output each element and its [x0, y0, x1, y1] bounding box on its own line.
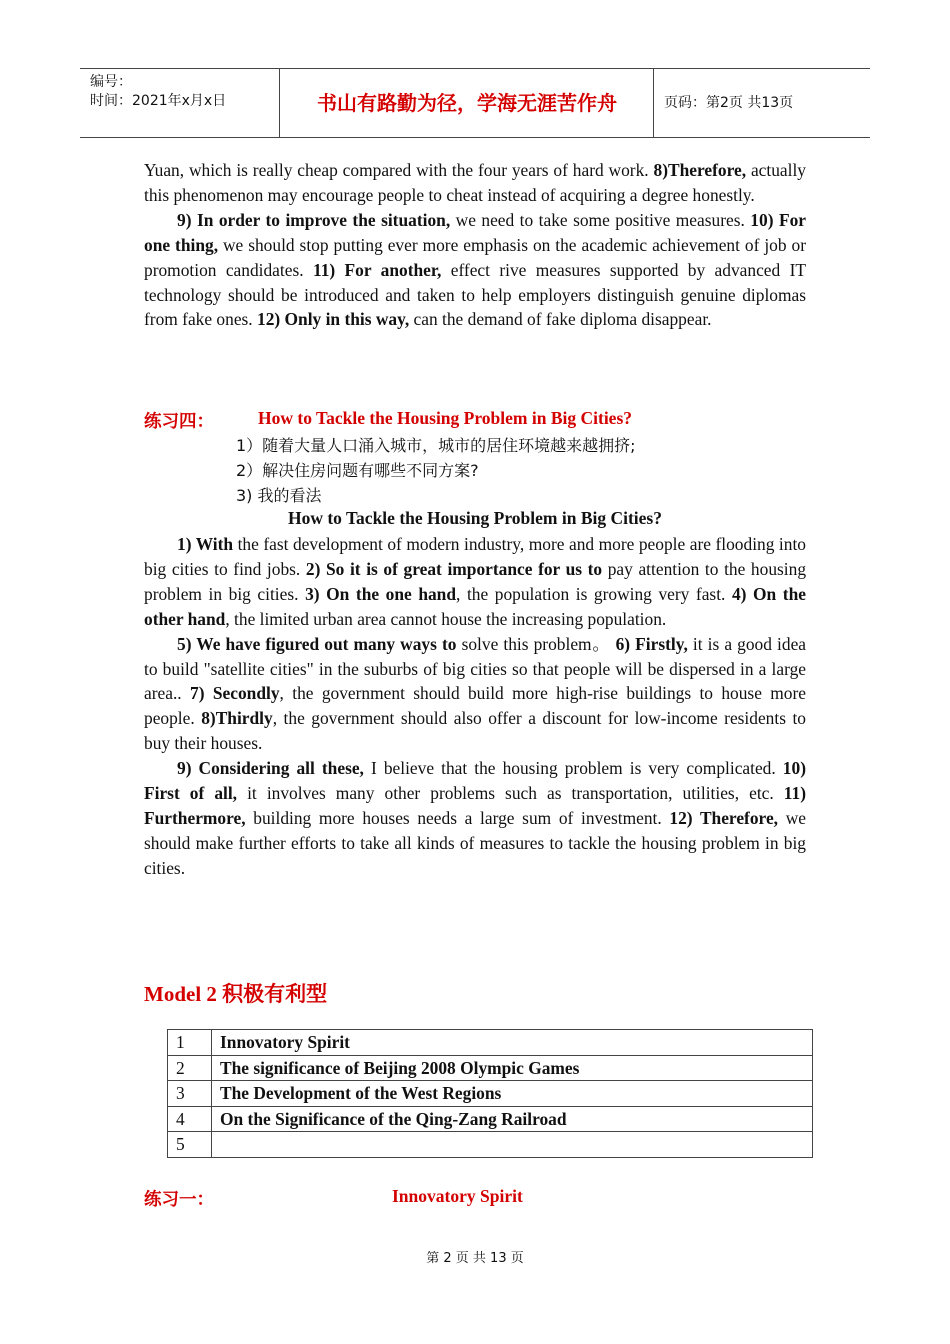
bold-text: 11) Furthermore, — [144, 783, 807, 828]
text: I believe that the housing problem is very complicated. — [363, 758, 783, 779]
text: it is a good idea to build "satellite cities" in the suburbs of big cities so that people will be dispersed in a large area.. — [144, 633, 807, 704]
continuation-text — [144, 158, 806, 332]
header-motto: 书山有路勤为径，学海无涯苦作舟 — [281, 69, 654, 137]
text: it involves many other problems such as transportation, utilities, etc. — [237, 783, 784, 804]
paragraph — [144, 158, 806, 208]
essay-paragraph — [144, 532, 806, 632]
page-header — [80, 68, 870, 138]
text: , the government should build more high-rise buildings to house more people. — [144, 683, 806, 729]
bold-text: 8)Thirdly — [201, 708, 273, 729]
table-row — [168, 1132, 813, 1158]
essay-paragraph — [144, 632, 806, 757]
paragraph — [144, 208, 806, 333]
row-topic: On the Significance of the Qing-Zang Railroad — [212, 1106, 813, 1132]
text: pay attention to the housing problem in big cities. — [144, 558, 807, 604]
outline-item: 1）随着大量人口涌入城市，城市的居住环境越来越拥挤; — [236, 436, 636, 455]
table-row — [168, 1106, 813, 1132]
row-topic: The significance of Beijing 2008 Olympic Games — [212, 1055, 813, 1081]
essay-paragraph — [144, 756, 806, 881]
bold-text: 4) On the other hand — [144, 583, 806, 629]
row-topic — [212, 1132, 813, 1158]
number-label: 编号： — [90, 74, 132, 90]
exercise1-title: Innovatory Spirit — [392, 1186, 523, 1206]
bold-text: 7) Secondly — [190, 683, 280, 704]
exercise4-title: How to Tackle the Housing Problem in Big Cities? — [258, 408, 633, 428]
text: actually this phenomenon may encourage people to cheat instead of acquiring a degree honestly. — [144, 160, 806, 205]
row-number: 4 — [168, 1106, 212, 1132]
text: , the population is growing very fast. — [456, 583, 732, 604]
bold-text: 9) In order to improve the situation, — [177, 209, 451, 230]
text: Yuan, which is really cheap compared with the four years of hard work. — [144, 160, 654, 180]
header-meta — [80, 69, 280, 137]
bold-text: 12) Only in this way, — [257, 309, 410, 330]
bold-text: 1) With — [177, 534, 234, 554]
text: , the limited urban area cannot house the increasing population. — [225, 608, 667, 629]
model-heading: Model 2 积极有利型 — [144, 982, 328, 1006]
text: effect rive measures supported by advanced IT technology should be introduced and taken to help employers distinguish genuine diplomas from fake ones. — [144, 259, 806, 330]
text: , the government should also offer a discount for low-income residents to buy their houses. — [144, 708, 806, 754]
essay-title: How to Tackle the Housing Problem in Big Cities? — [287, 508, 662, 528]
outline-item: 2）解决住房问题有哪些不同方案? — [236, 461, 479, 480]
text: the fast development of modern industry, more and more people are flooding into big cities to find jobs. — [144, 534, 806, 579]
bold-text: 3) On the one hand — [305, 583, 457, 604]
header-page-info: 页码：第2页 共13页 — [664, 95, 794, 111]
outline-item: 3) 我的看法 — [236, 486, 322, 505]
text: we should stop putting ever more emphasis on the academic achievement of job or promotion candidates. — [144, 234, 806, 280]
essay-body — [144, 532, 806, 881]
text: we need to take some positive measures. — [450, 209, 751, 230]
bold-text: 10) For one thing, — [144, 209, 806, 255]
row-topic: The Development of the West Regions — [212, 1081, 813, 1107]
table-row — [168, 1055, 813, 1081]
exercise4-outline — [236, 433, 636, 508]
exercise1-label: 练习一： — [144, 1189, 214, 1209]
bold-text: 11) For another, — [312, 259, 442, 280]
topics-table — [167, 1029, 813, 1158]
bold-text: 9) Considering all these, — [177, 758, 364, 779]
bold-text: 12) Therefore, — [669, 807, 779, 828]
row-number: 3 — [168, 1081, 212, 1107]
exercise4-label: 练习四： — [144, 411, 214, 431]
table-row — [168, 1030, 813, 1056]
row-topic: Innovatory Spirit — [212, 1030, 813, 1056]
text: we should make further efforts to take all kinds of measures to tackle the housing problem in big cities. — [144, 807, 806, 878]
text: can the demand of fake diploma disappear. — [409, 309, 712, 330]
bold-text: 6) Firstly, — [615, 633, 688, 654]
table-row — [168, 1081, 813, 1107]
row-number: 2 — [168, 1055, 212, 1081]
row-number: 1 — [168, 1030, 212, 1056]
page-footer: 第 2 页 共 13 页 — [426, 1251, 524, 1266]
text: building more houses needs a large sum of investment. — [245, 807, 670, 828]
row-number: 5 — [168, 1132, 212, 1158]
text: solve this problem。 — [456, 633, 616, 654]
bold-text: 8)Therefore, — [653, 160, 747, 180]
time-label: 时间：2021年x月x日 — [90, 93, 227, 109]
bold-text: 2) So it is of great importance for us to — [305, 558, 603, 579]
bold-text: 10) First of all, — [144, 758, 806, 804]
bold-text: 5) We have figured out many ways to — [177, 633, 457, 654]
